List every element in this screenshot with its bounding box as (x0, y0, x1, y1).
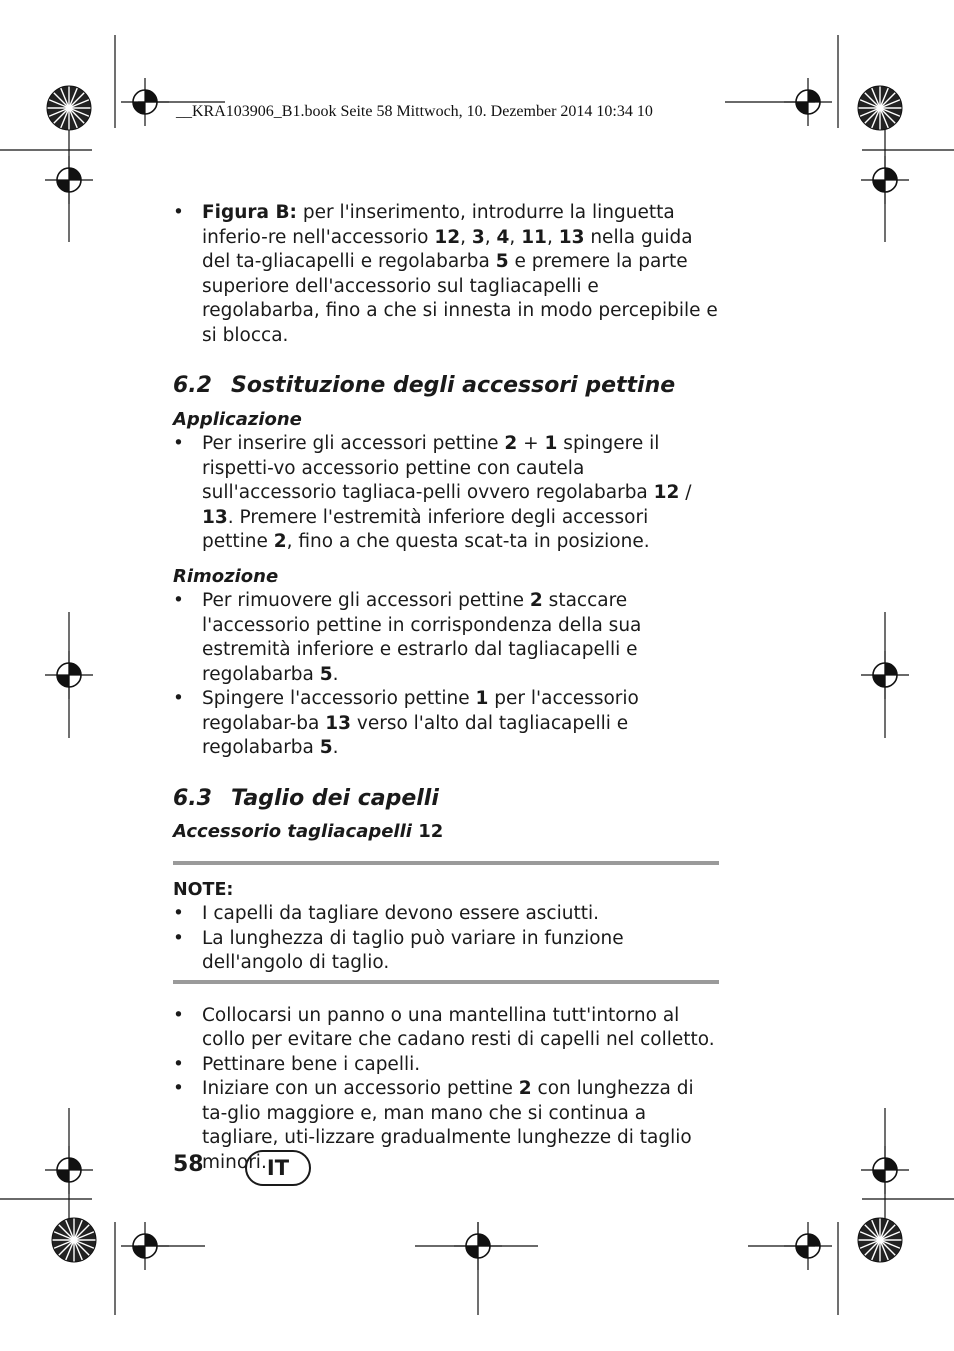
sub-heading: Applicazione (173, 408, 302, 430)
section-heading: 6.3 Taglio dei capelli (173, 785, 439, 811)
note-title: NOTE: (173, 879, 234, 900)
list-item: • Figura B: per l'inserimento, introdurre la linguetta inferio-re nell'accessorio 12, 3, 4, 11, 13 nella guida del ta-gliacapelli e regolabarba 5 e premere la parte superiore dell'accessorio sul tagliacapelli e regolabarba, fino a che si innesta in modo percepibile e si blocca. (173, 201, 719, 348)
language-badge: IT (245, 1150, 311, 1186)
list-item: • Iniziare con un accessorio pettine 2 con lunghezza di ta-glio maggiore e, man mano che si continua a tagliare, uti-lizzare gradualmente lunghezze di taglio minori. (173, 1077, 719, 1175)
list-item: • Per rimuovere gli accessori pettine 2 staccare l'accessorio pettine in corrispondenza della sua estremità inferiore e estrarlo dal tagliacapelli e regolabarba 5. (173, 589, 719, 687)
list-item: • Spingere l'accessorio pettine 1 per l'accessorio regolabar-ba 13 verso l'alto dal tagliacapelli e regolabarba 5. (173, 687, 719, 761)
sub-heading: Rimozione (173, 565, 279, 587)
list-item: • I capelli da tagliare devono essere asciutti. (173, 902, 719, 927)
list-item: • Per inserire gli accessori pettine 2 + 1 spingere il rispetti-vo accessorio pettine con cautela sull'accessorio tagliaca-pelli ovvero regolabarba 12 / 13. Premere l'estremità inferiore degli accessori pettine 2, fino a che questa scat-ta in posizione. (173, 432, 719, 555)
list-item: • La lunghezza di taglio può variare in funzione dell'angolo di taglio. (173, 927, 719, 976)
section-heading: 6.2 Sostituzione degli accessori pettine (173, 373, 676, 398)
list-item: • Pettinare bene i capelli. (173, 1053, 719, 1078)
sub-heading: Accessorio tagliacapelli 12 (173, 821, 444, 842)
figure-label: Figura B: (202, 202, 297, 223)
page-number: 58 (173, 1152, 204, 1177)
page-content (173, 201, 719, 1175)
note-box (173, 865, 719, 980)
print-slug: __KRA103906_B1.book Seite 58 Mittwoch, 10. Dezember 2014 10:34 10 (176, 103, 653, 120)
list-item: • Collocarsi un panno o una mantellina tutt'intorno al collo per evitare che cadano resti di capelli nel colletto. (173, 1004, 719, 1053)
